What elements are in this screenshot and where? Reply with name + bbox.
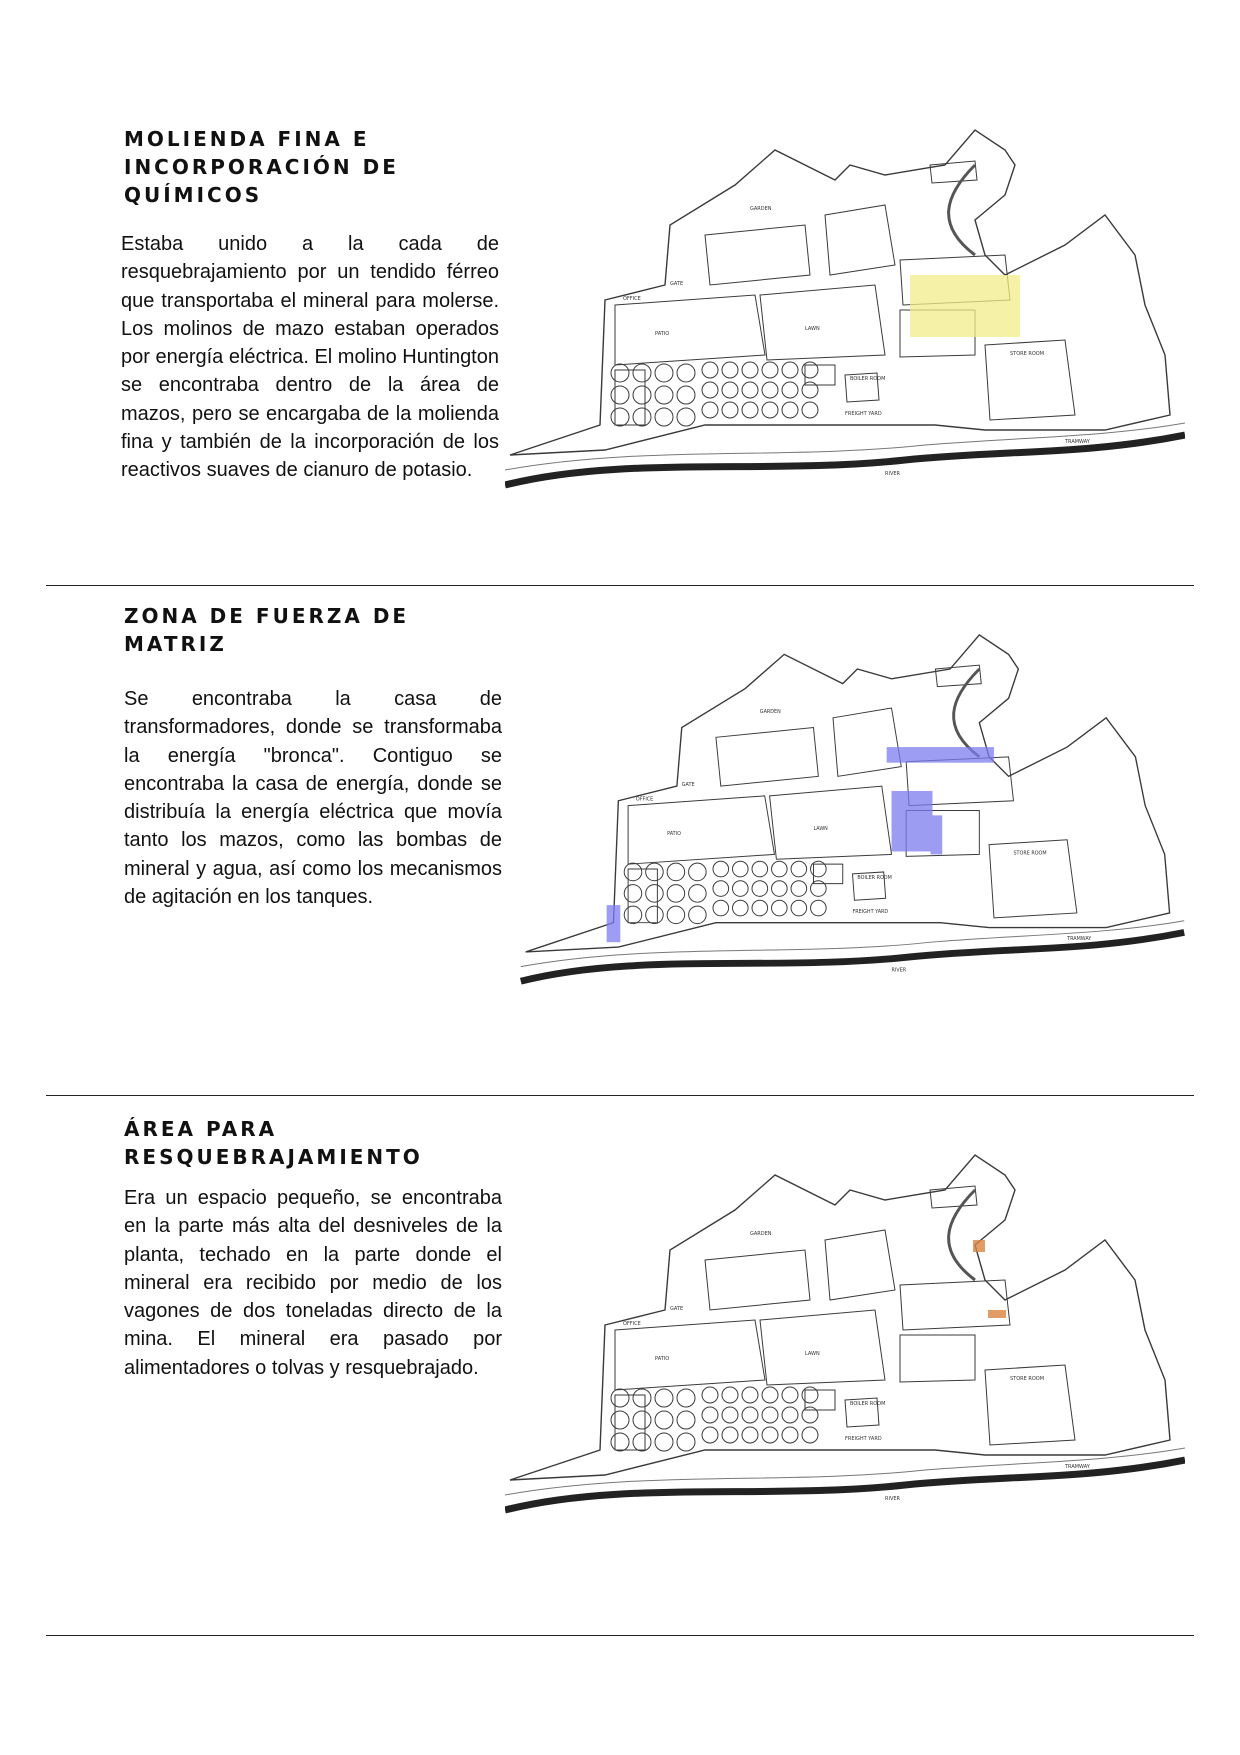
plan-building-outline [716,728,818,787]
plan-tank [802,1387,818,1403]
plan-tank [772,881,788,897]
plan-tank [624,885,642,903]
plan-building-outline [900,1280,1010,1330]
plan-tank [655,408,673,426]
plan-building-outline [760,1310,885,1385]
highlight-crushing-area-part [988,1310,1006,1318]
plan-tank [689,906,707,924]
section-body-text: Se encontraba la casa de transformadores, donde se transformaba la energía "bronca". Contiguo se encontraba la casa de energía, donde se distribuía la energía eléctrica que movía tanto los mazos, como las bombas de mineral y agua, así como los mecanismos de agitación en los tanques. [124,688,502,909]
site-plan-image [505,125,1185,535]
plan-label: STORE ROOM [1010,1376,1045,1382]
plan-label: FREIGHT YARD [845,1436,882,1442]
plan-tank [677,386,695,404]
plan-tank [762,1427,778,1443]
plan-tank [742,1387,758,1403]
plan-tank [762,1387,778,1403]
plan-tank [702,382,718,398]
plan-tank [633,1411,651,1429]
plan-label: LAWN [813,826,828,832]
plan-tank [762,402,778,418]
plan-tank [722,1387,738,1403]
plan-tank [742,402,758,418]
plan-tank [677,1411,695,1429]
plan-label: GATE [670,281,684,287]
section-title-line: ZONA DE FUERZA DE [124,604,410,628]
plan-chute [954,669,980,757]
plan-building-outline [833,708,901,776]
plan-tank [646,863,664,881]
plan-tank [655,1433,673,1451]
plan-tank [782,1427,798,1443]
plan-tank [667,885,685,903]
plan-tank [611,1433,629,1451]
section-title-line: ÁREA PARA [124,1117,278,1141]
section-title-line: QUÍMICOS [124,183,263,207]
plan-label: STORE ROOM [1013,850,1047,857]
plan-tank [713,881,729,897]
plan-tank [611,386,629,404]
plan-tank [667,863,685,881]
plan-tank [742,1407,758,1423]
plan-base [505,130,1185,485]
plan-tank [633,1433,651,1451]
plan-building-outline [615,295,765,365]
section-title-line: INCORPORACIÓN DE [124,155,399,179]
plan-label: RIVER [885,1496,901,1502]
plan-label: GATE [670,1306,684,1312]
plan-label: BOILER ROOM [850,1401,886,1407]
plan-tank [752,900,768,916]
plan-tank [655,364,673,382]
plan-tank [646,906,664,924]
plan-building-outline [705,225,810,285]
plan-tank [752,881,768,897]
plan-tank [689,885,707,903]
plan-chute [949,165,975,255]
highlight-power-house [607,747,994,942]
section-divider [46,585,1194,586]
plan-tank [677,408,695,426]
plan-tank [762,362,778,378]
plan-building-outline [615,1320,765,1390]
plan-tank [677,1389,695,1407]
plan-building-outline [615,370,645,425]
plan-tank [772,900,788,916]
plan-tank [633,408,651,426]
plan-label: STORE ROOM [1010,351,1045,357]
plan-tank [742,362,758,378]
plan-tank [782,1407,798,1423]
plan-label: TRAMWAY [1067,936,1092,943]
plan-label: OFFICE [623,296,641,302]
plan-tank [811,861,827,877]
plan-base [505,1155,1185,1510]
plan-tank [633,1389,651,1407]
plan-tank [611,408,629,426]
plan-tank [791,861,807,877]
plan-tank [655,386,673,404]
highlight-power-house-part [931,815,943,854]
plan-label: PATIO [667,830,681,837]
plan-label: RIVER [885,471,901,477]
plan-tank [802,1407,818,1423]
highlight-crushing-area-part [973,1240,985,1252]
plan-tank [633,386,651,404]
site-plan-image [505,1150,1185,1560]
plan-tank [722,402,738,418]
plan-building-outline [900,1335,975,1382]
plan-tank [624,863,642,881]
plan-tank [702,362,718,378]
plan-tank [722,362,738,378]
plan-boundary [510,130,1170,455]
plan-tank [791,881,807,897]
plan-tank [782,1387,798,1403]
plan-label: OFFICE [635,796,654,803]
plan-boundary [510,1155,1170,1480]
plan-label: GARDEN [750,1231,772,1237]
site-plan-image [520,630,1185,1030]
plan-tank [722,1407,738,1423]
plan-tank [713,900,729,916]
section-title [124,125,399,209]
plan-tank [702,402,718,418]
plan-tank [802,382,818,398]
plan-tank [713,861,729,877]
plan-building-outline [760,285,885,360]
section-title-line: RESQUEBRAJAMIENTO [124,1145,423,1169]
plan-label: TRAMWAY [1065,439,1090,445]
plan-tank [782,402,798,418]
plan-tank [702,1387,718,1403]
plan-tank [733,900,749,916]
plan-label: PATIO [655,331,670,337]
plan-tank [742,1427,758,1443]
plan-label: PATIO [655,1356,670,1362]
plan-tank [702,1427,718,1443]
plan-tank [677,364,695,382]
plan-tank [733,861,749,877]
plan-tank [655,1411,673,1429]
plan-building-outline [628,796,774,864]
plan-tank [611,1389,629,1407]
plan-tank [802,402,818,418]
plan-tank [667,906,685,924]
plan-label: OFFICE [623,1321,641,1327]
plan-tank [762,382,778,398]
plan-label: TRAMWAY [1065,1464,1090,1470]
plan-tank [689,863,707,881]
plan-tank [611,364,629,382]
plan-building-outline [770,786,892,859]
plan-tank [752,861,768,877]
section-title [124,602,409,658]
plan-building-outline [705,1250,810,1310]
plan-tank [742,382,758,398]
plan-tank [722,1427,738,1443]
highlight-power-house-part [887,747,994,763]
section-title [124,1115,423,1171]
plan-tank [772,861,788,877]
plan-building-outline [615,1395,645,1450]
highlight-fine-grinding-area [910,275,1020,337]
plan-tank [811,881,827,897]
section-divider [46,1635,1194,1636]
plan-building-outline [628,869,657,923]
plan-label: GARDEN [750,206,772,212]
plan-building-outline [825,205,895,275]
section-divider [46,1095,1194,1096]
plan-tank [811,900,827,916]
plan-tank [611,1411,629,1429]
plan-tank [722,382,738,398]
section-body-text: Era un espacio pequeño, se encontraba en la parte más alta del desniveles de la planta, techado en la parte donde el mineral era recibido por medio de los vagones de dos toneladas directo de la mina. El mineral era pasado por alimentadores o tolvas y resquebrajado. [124,1187,502,1379]
plan-tank [782,362,798,378]
plan-label: FREIGHT YARD [852,908,889,915]
plan-tank [791,900,807,916]
highlight-power-house-part [607,905,621,942]
plan-label: LAWN [805,1351,820,1357]
plan-label: FREIGHT YARD [845,411,882,417]
section-title-line: MOLIENDA FINA E [124,127,370,151]
plan-tank [633,364,651,382]
plan-tank [624,906,642,924]
plan-label: GARDEN [759,708,781,715]
plan-tank [702,1407,718,1423]
plan-tank [646,885,664,903]
section-body-text: Estaba unido a la cada de resquebrajamiento por un tendido férreo que transportaba el mineral para molerse. Los molinos de mazo estaban operados por energía eléctrica. El molino Huntington se encontraba dentro de la área de mazos, pero se encargaba de la molienda fina y también de la incorporación de los reactivos suaves de cianuro de potasio. [121,233,499,482]
plan-building-outline [825,1230,895,1300]
plan-label: LAWN [805,326,820,332]
plan-tank [655,1389,673,1407]
plan-label: BOILER ROOM [857,874,892,881]
plan-tank [802,362,818,378]
section-title-line: MATRIZ [124,632,227,656]
plan-chute [949,1190,975,1280]
plan-label: BOILER ROOM [850,376,886,382]
plan-tank [802,1427,818,1443]
plan-boundary [526,635,1170,952]
plan-tank [733,881,749,897]
highlight-power-house-part [892,791,933,851]
highlight-crushing-area [973,1240,1006,1318]
plan-tank [782,382,798,398]
plan-tank [762,1407,778,1423]
plan-label: GATE [681,782,695,789]
plan-tank [677,1433,695,1451]
plan-label: RIVER [891,967,907,974]
